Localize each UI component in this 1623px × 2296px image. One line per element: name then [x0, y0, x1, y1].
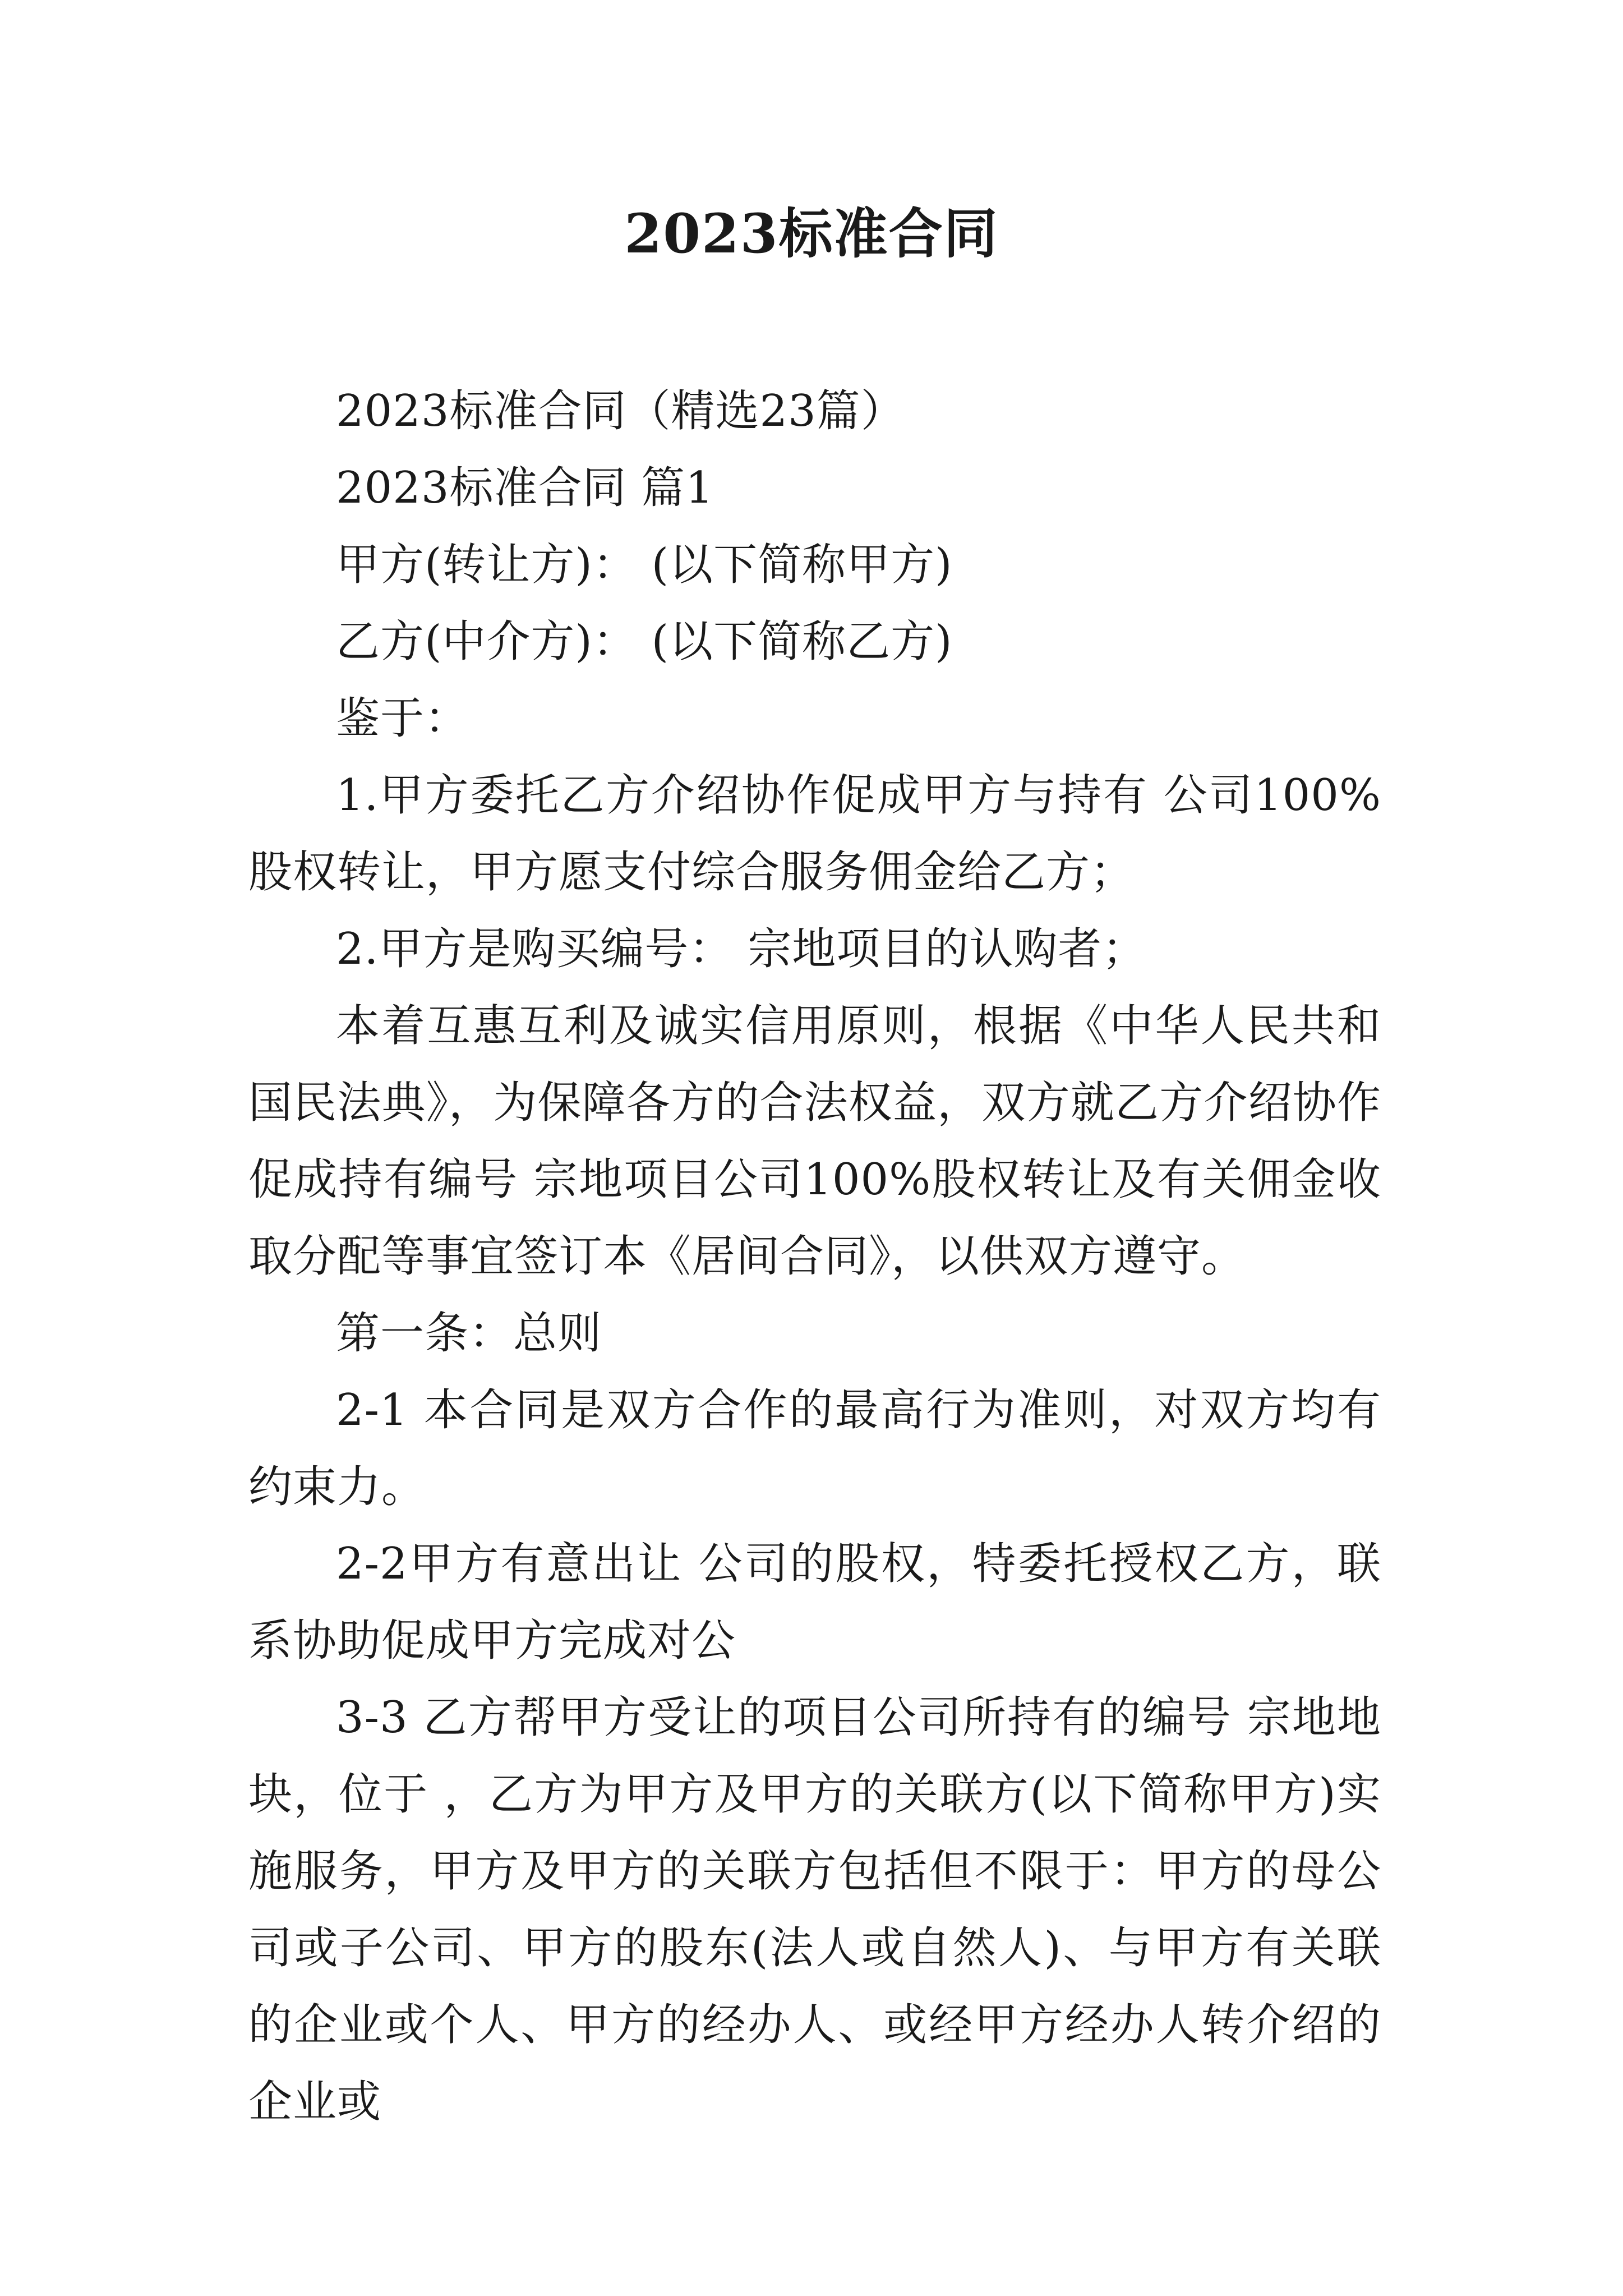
document-body: [248, 373, 1381, 2141]
paragraph-collection-title: 2023标准合同（精选23篇）: [336, 386, 905, 436]
paragraph-whereas: 鉴于：: [336, 693, 469, 744]
paragraph-recital-2: 2.甲方是购买编号： 宗地项目的认购者；: [336, 924, 1147, 974]
paragraph-preamble: 本着互惠互利及诚实信用原则，根据《中华人民共和国民法典》，为保障各方的合法权益，双方就乙方介绍协作促成持有编号 宗地项目公司100%股权转让及有关佣金收取分配等事宜签订本《居间合同》，以供双方遵守。: [248, 1001, 1381, 1282]
paragraph-party-b: 乙方(中介方)： (以下简称乙方): [336, 616, 953, 667]
paragraph-clause-2-2: 2-2甲方有意出让 公司的股权，特委托授权乙方，联系协助促成甲方完成对公: [248, 1539, 1381, 1666]
paragraph-recital-1: 1.甲方委托乙方介绍协作促成甲方与持有 公司100%股权转让，甲方愿支付综合服务佣金给乙方；: [248, 770, 1381, 898]
paragraph-article-1-heading: 第一条：总则: [336, 1308, 602, 1359]
paragraph-party-a: 甲方(转让方)： (以下简称甲方): [336, 540, 953, 590]
paragraph-clause-2-1: 2-1 本合同是双方合作的最高行为准则，对双方均有约束力。: [248, 1385, 1381, 1512]
paragraph-section-heading: 2023标准合同 篇1: [336, 463, 714, 513]
document-title: 2023标准合同: [624, 202, 999, 265]
paragraph-clause-3-3: 3-3 乙方帮甲方受让的项目公司所持有的编号 宗地地块，位于 ，乙方为甲方及甲方的关联方(以下简称甲方)实施服务，甲方及甲方的关联方包括但不限于：甲方的母公司或子公司、甲方的股东(法人或自然人)、与甲方有关联的企业或个人、甲方的经办人、或经甲方经办人转介绍的企业或: [248, 1692, 1381, 2127]
